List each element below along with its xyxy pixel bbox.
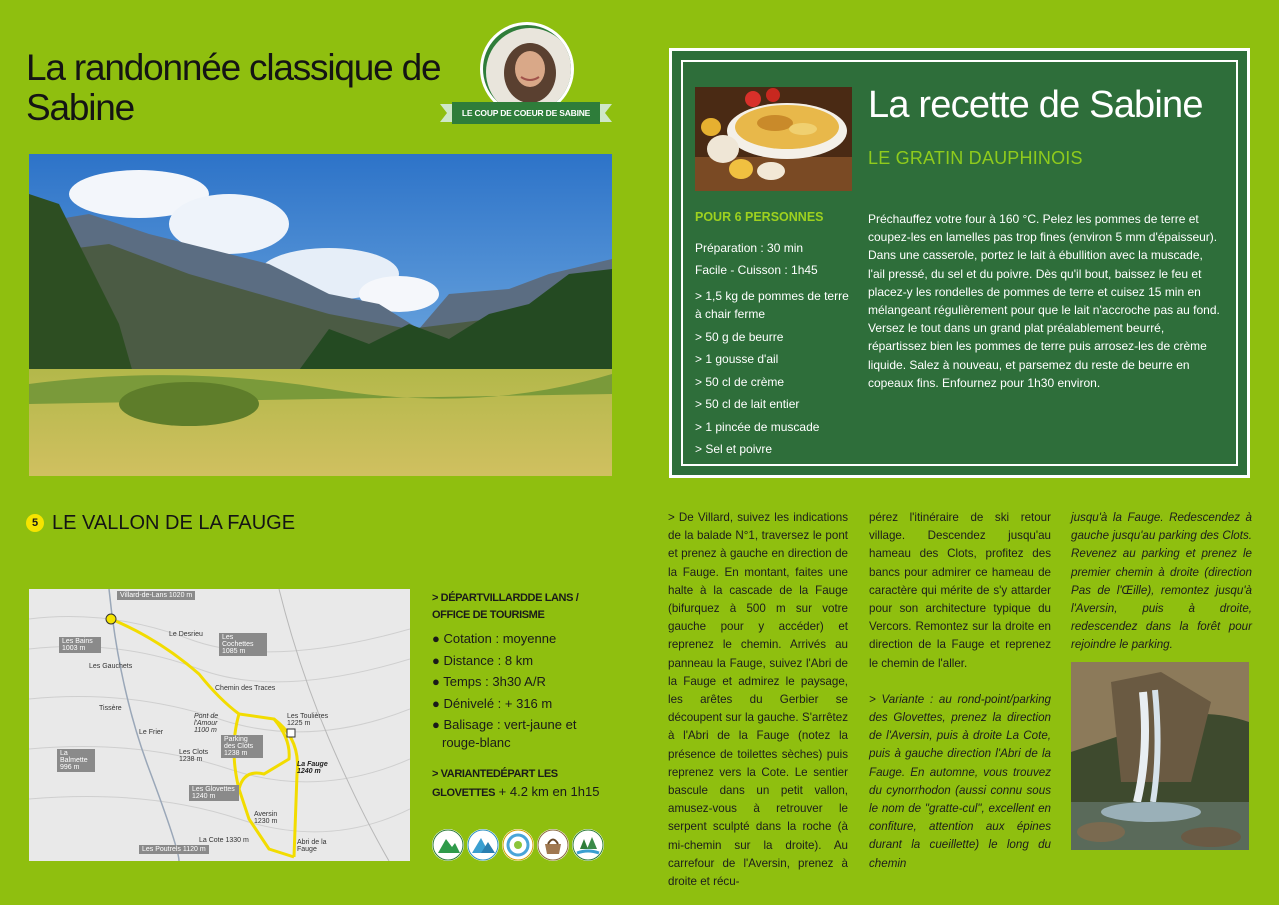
trail-map bbox=[29, 589, 410, 861]
map-label-tissere: Tissère bbox=[99, 705, 122, 712]
mountain-icon bbox=[432, 829, 464, 861]
family-label-icon bbox=[502, 829, 534, 861]
ingredient-list bbox=[695, 210, 855, 463]
waterfall-photo bbox=[1071, 662, 1249, 850]
snow-mountain-icon bbox=[467, 829, 499, 861]
map-label-les-clots: Les Clots 1238 m bbox=[179, 749, 209, 763]
info-balisage: ● Balisage : vert-jaune et rouge-blanc bbox=[432, 717, 577, 750]
activity-icons bbox=[432, 829, 604, 861]
ingredient-item: > 1 gousse d'ail bbox=[695, 352, 779, 366]
ingredient-item: > 50 cl de lait entier bbox=[695, 397, 800, 411]
map-label-toulieres: Les Toulières 1225 m bbox=[287, 713, 329, 727]
recipe-steps: Préchauffez votre four à 160 °C. Pelez les pommes de terre et coupez-les en lamelles pas trop fines (environ 5 mm d'épaisseur). Dans une casserole, portez le lait à ébullition avec la muscade, l'ail pressé, du sel et du poivre. Dès qu'il bout, baissez le feu et placez-y les rondelles de pommes de terre et cuisez 15 min en mélangeant régulièrement pour que le lait n'accroche pas au fond. Versez le tout dans un grand plat préalablement beurré, répartissez bien les pommes de terre puis arrosez-les de crème liquide. Salez à nouveau, et parsemez du reste de beurre en copeaux fins. Enfournez pour 1h30 environ. bbox=[868, 212, 1220, 390]
map-label-poutrels: Les Poutrels 1120 m bbox=[139, 845, 209, 854]
route-text-return: pérez l'itinéraire de ski retour village. Descendez jusqu'au hameau des Clots, profitez des bancs pour admirer ce hameau de caractère qui mérite de s'y attarder pour son architecture typique du Vercors. Remontez sur la droite en direction de la Fauge et reprenez le chemin de l'aller. bbox=[869, 511, 1051, 670]
route-number-badge: 5 bbox=[26, 514, 44, 532]
map-label-cochettes: Les Cochettes 1085 m bbox=[219, 633, 267, 656]
servings-label: POUR 6 PERSONNES bbox=[695, 210, 824, 224]
map-label-aversin: Aversin 1230 m bbox=[254, 811, 278, 825]
route-text-column-1: > De Villard, suivez les indications de la balade N°1, traversez le pont et prenez à gauche en direction de la Fauge. En montant, faites une halte à la cascade de la Fauge (bifurquez à 500 m sur votre gauche pour y accéder) et reprenez le chemin. Arrivés au panneau la Fauge, suivez l'Abri de la Fauge et admirez le paysage, les arêtes du Gerbier se découpent sur la gauche. S'arrêtez à l'Abri de la Fauge (notez la présence de toilettes sèches) puis reprenez vers la Cote. Le sentier bascule dans un petit vallon, amusez-vous à retrouver le serpent sculpté dans la roche (à mi-chemin sur la droite). Au carrefour de l'Aversin, prenez à droite et récu- bbox=[668, 511, 848, 889]
ingredient-item: > 50 g de beurre bbox=[695, 329, 784, 344]
ingredient-item: > 1 pincée de muscade bbox=[695, 419, 820, 434]
prep-time: Préparation : 30 min bbox=[695, 241, 804, 255]
route-info bbox=[432, 590, 612, 802]
map-label-le-frier: Le Frier bbox=[139, 729, 164, 736]
ingredient-item: > 1,5 kg de pommes de terre à chair ferme bbox=[695, 289, 849, 321]
variant-info bbox=[432, 764, 612, 802]
map-label-chemin-traces: Chemin des Traces bbox=[215, 685, 276, 692]
info-time: ● Temps : 3h30 A/R bbox=[432, 674, 546, 689]
departure-label: > DÉPARTVILLARDDE LANS / OFFICE DE TOURISME bbox=[432, 592, 579, 621]
map-label-la-cote: La Cote 1330 m bbox=[199, 837, 249, 844]
map-label-parking-clots: Parking des Clots 1238 m bbox=[221, 735, 263, 758]
mountain-meadow-photo bbox=[29, 154, 612, 476]
coup-de-coeur-badge bbox=[440, 22, 612, 130]
gratin-dish-photo bbox=[695, 87, 852, 191]
route-title: LE VALLON DE LA FAUGE bbox=[52, 511, 296, 534]
recipe-title: La recette de Sabine bbox=[868, 84, 1203, 126]
map-label-desrieu: Le Desrieu bbox=[169, 631, 203, 638]
map-label-les-bains: Les Bains 1003 m bbox=[59, 637, 101, 653]
map-label-la-fauge: La Fauge 1240 m bbox=[297, 761, 328, 775]
forest-river-icon bbox=[572, 829, 604, 861]
page-title: La randonnée classique de Sabine bbox=[26, 47, 441, 128]
info-cotation: ● Cotation : moyenne bbox=[432, 631, 557, 646]
route-text-column-2 bbox=[869, 509, 1051, 873]
map-label-villard: Villard-de-Lans 1020 m bbox=[117, 591, 195, 600]
map-label-abri-fauge: Abri de la Fauge bbox=[297, 839, 327, 853]
map-label-gauchets: Les Gauchets bbox=[89, 663, 133, 670]
variant-extra: + 4.2 km en 1h15 bbox=[498, 784, 600, 799]
picnic-basket-icon bbox=[537, 829, 569, 861]
ingredient-item: > 50 cl de crème bbox=[695, 374, 785, 389]
map-label-glovettes: Les Glovettes 1240 m bbox=[189, 785, 239, 801]
info-elevation: ● Dénivelé : + 316 m bbox=[432, 695, 553, 711]
difficulty-cooking-time: Facile - Cuisson : 1h45 bbox=[695, 263, 818, 277]
map-label-pont-amour: Pont de l'Amour 1100 m bbox=[194, 713, 219, 734]
recipe-subtitle: LE GRATIN DAUPHINOIS bbox=[868, 148, 1083, 168]
route-text-column-3: jusqu'à la Fauge. Redescendez à gauche jusqu'au parking des Clots. Revenez au parking et prenez le premier chemin à droite (direction Pas de l'Œille), remontez jusqu'à l'Aversin, puis à droite, redescendez dans la forêt pour rejoindre le parking. bbox=[1071, 511, 1252, 652]
map-label-balmette: La Balmette 996 m bbox=[57, 749, 95, 772]
badge-text: LE COUP DE COEUR DE SABINE bbox=[461, 108, 591, 118]
route-heading bbox=[26, 511, 295, 535]
info-distance: ● Distance : 8 km bbox=[432, 652, 534, 668]
variant-text: > Variante : au rond-point/parking des Glovettes, prenez la direction de l'Aversin, puis à droite La Cote, puis à gauche direction l'Abri de la Fauge. En automne, vous trouvez du cynorrhodon (aussi connu sous le nom de "gratte-cul", excellent en confiture, attention aux épines durant la cueillette) le long du chemin bbox=[869, 692, 1051, 870]
variant-label: > VARIANTEDÉPART LES GLOVETTES bbox=[432, 768, 558, 799]
ingredient-item: > Sel et poivre bbox=[695, 442, 773, 456]
